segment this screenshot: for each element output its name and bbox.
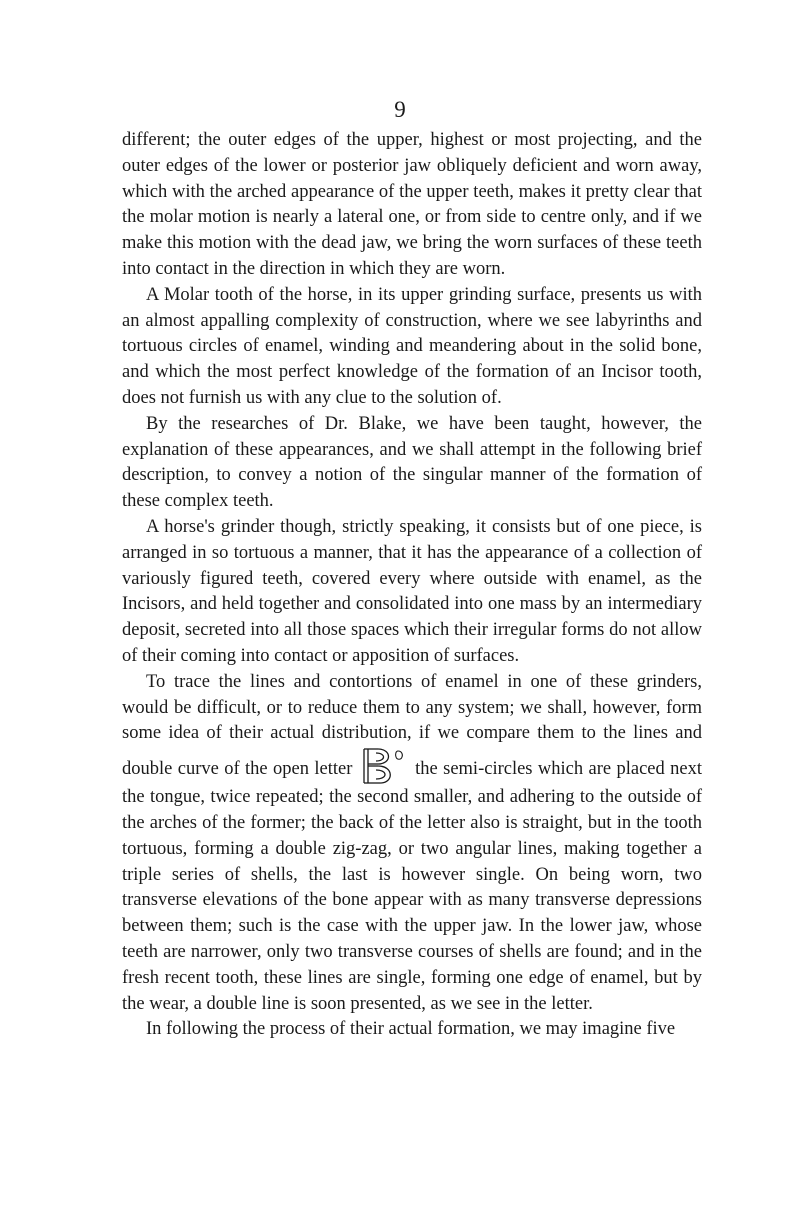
paragraph-1: different; the outer edges of the upper, highest or most projecting, and the outer edges of the lower or posterior jaw obliquely deficient and worn away, which with the arched appearance of the upper teeth, makes it pretty clear that the molar motion is nearly a lateral one, or from side to centre only, and if we make this motion with the dead jaw, we bring the worn surfaces of these teeth into contact in the direction in which they are worn. bbox=[122, 130, 702, 279]
paragraph-5-start: To trace the lines and contortions of enamel in one of these grinders, would be difficult, or to reduce them to any system; we shall, however, form some idea of their actual distribution, if we compare them to the lines and double curve of the open letter bbox=[122, 671, 702, 780]
paragraph-5 bbox=[122, 670, 702, 1018]
paragraph-2: A Molar tooth of the horse, in its upper grinding surface, presents us with an almost appalling complexity of construction, where we see labyrinths and tortuous circles of enamel, winding and meandering about in the solid bone, and which the most perfect knowledge of the formation of an Incisor tooth, does not furnish us with any clue to the solution of. bbox=[122, 284, 702, 408]
paragraph-5-end: the semi-circles which are placed next the tongue, twice repeated; the second smaller, and adhering to the outside of the arches of the former; the back of the letter also is straight, but in the tooth tortuous, forming a double zig-zag, or two angular lines, making together a triple series of shells, the last is however single. On being worn, two transverse elevations of the bone appear with as many transverse depressions between them; such is the case with the upper jaw. In the lower jaw, whose teeth are narrower, only two transverse courses of shells are found; and in the fresh recent tooth, these lines are single, forming one edge of enamel, but by the wear, a double line is soon presented, as we see in the letter. bbox=[122, 759, 702, 1014]
paragraph-6: In following the process of their actual formation, we may imagine five bbox=[146, 1019, 676, 1040]
body-text bbox=[122, 128, 702, 1043]
page-number: 9 bbox=[394, 97, 406, 122]
paragraph-3: By the researches of Dr. Blake, we have been taught, however, the explanation of these appearances, and we shall attempt in the following brief description, to convey a notion of the singular manner of the formation of these complex teeth. bbox=[122, 413, 702, 512]
paragraph-4: A horse's grinder though, strictly speaking, it consists but of one piece, is arranged in so tortuous a manner, that it has the appearance of a collection of variously figured teeth, covered every where outside with enamel, as the Incisors, and held together and consolidated into one mass by an intermediary deposit, secreted into all those spaces which their irregular forms do not allow of their coming into contact or apposition of surfaces. bbox=[122, 516, 702, 666]
open-letter-b-figure bbox=[362, 747, 408, 785]
